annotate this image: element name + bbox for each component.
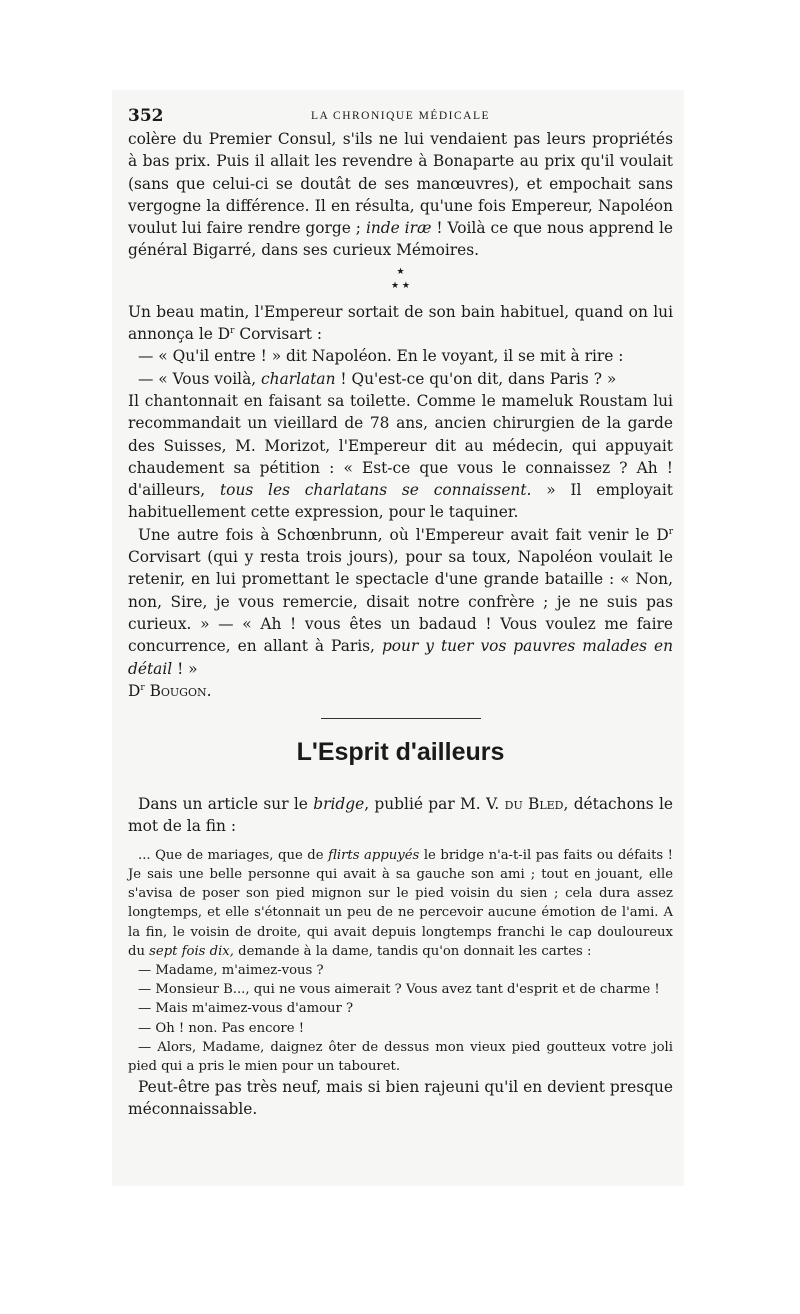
dialogue-line: — « Vous voilà, charlatan ! Qu'est-ce qu'on dit, dans Paris ? » <box>138 369 617 388</box>
quote-paragraph: ... Que de mariages, que de flirts appuyés le bridge n'a-t-il pas faits ou défaits ! Je sais une belle personne qui avait à sa gauche son ami ; tout en jouant, elle s'avisa de poser son pied mignon sur le pied voisin du sien ; cela dura assez longtemps, et elle s'étonnait un peu de ne percevoir aucune émotion de l'ami. A la fin, le voisin de droite, qui avait depuis longtemps franchi le cap douloureux du sept fois dix, demande à la dame, tandis qu'on donnait les cartes : <box>128 847 673 959</box>
paragraph-anecdote-1: Un beau matin, l'Empereur sortait de son bain habituel, quand on lui annonça le $D^r$ Corvisart : <box>128 302 673 344</box>
page-content <box>128 128 673 1121</box>
horizontal-rule <box>321 718 481 719</box>
paragraph-anecdote-3: Une autre fois à Schœnbrunn, où l'Empereur avait fait venir le $D^r$ Corvisart (qui y resta trois jours), pour sa toux, Napoléon voulait le retenir, en lui promettant le spectacle d'une grande bataille : « Non, non, Sire, je vous remercie, disait notre confrère ; je ne suis pas curieux. » — « Ah ! vous êtes un badaud ! Vous voulez me faire concurrence, en allant à Paris, pour y tuer vos pauvres malades en détail ! » <box>128 525 673 678</box>
quote-dialogue-line: — Mais m'aimez-vous d'amour ? <box>138 1001 354 1017</box>
running-title: LA CHRONIQUE MÉDICALE <box>310 110 491 122</box>
paragraph-anecdote-2: Il chantonnait en faisant sa toilette. Comme le mameluk Roustam lui recommandait un vieillard de 78 ans, ancien chirurgien de la garde des Suisses, M. Morizot, l'Empereur dit au médecin, qui appuyait chaudement sa pétition : « Est-ce que vous le connaissez ? Ah ! d'ailleurs, tous les charlatans se connaissent. » Il employait habituellement cette expression, pour le taquiner. <box>128 391 673 522</box>
quote-dialogue-line: — Madame, m'aimez-vous ? <box>138 962 324 978</box>
paragraph-continuation: colère du Premier Consul, s'ils ne lui vendaient pas leurs propriétés à bas prix. Puis il allait les revendre à Bonaparte au prix qu'il voulait (sans que celui-ci se doutât de ses manœuvres), et empochait sans vergogne la différence. Il en résulta, qu'une fois Empereur, Napoléon voulut lui faire rendre gorge ; inde iræ ! Voilà ce que nous apprend le général Bigarré, dans ses curieux Mémoires. <box>128 130 673 260</box>
asterism-top: ★ <box>396 266 405 277</box>
closing-remark: Peut-être pas très neuf, mais si bien rajeuni qu'il en devient presque méconnaissable. <box>128 1078 673 1119</box>
quote-dialogue-line: — Oh ! non. Pas encore ! <box>138 1020 305 1036</box>
author-signature: $D^r$ Bougon. <box>128 681 212 700</box>
page-header <box>128 106 673 130</box>
italic-phrase: inde iræ <box>365 219 432 238</box>
quote-dialogue-line: — Alors, Madame, daignez ôter de dessus mon vieux pied goutteux votre joli pied qui a pris le mien pour un tabouret. <box>128 1039 673 1074</box>
article-intro: Dans un article sur le bridge, publié par M. V. du Bled, détachons le mot de la fin : <box>128 795 673 836</box>
article-title: L'Esprit d'ailleurs <box>296 738 505 767</box>
quote-dialogue-line: — Monsieur B..., qui ne vous aimerait ? Vous avez tant d'esprit et de charme ! <box>138 982 660 998</box>
dialogue-line: — « Qu'il entre ! » dit Napoléon. En le voyant, il se mit à rire : <box>138 347 624 366</box>
quoted-excerpt <box>128 846 673 1076</box>
section-separator <box>128 262 673 301</box>
asterism-bottom: ★ ★ <box>391 280 410 291</box>
page-number: 352 <box>128 106 164 126</box>
